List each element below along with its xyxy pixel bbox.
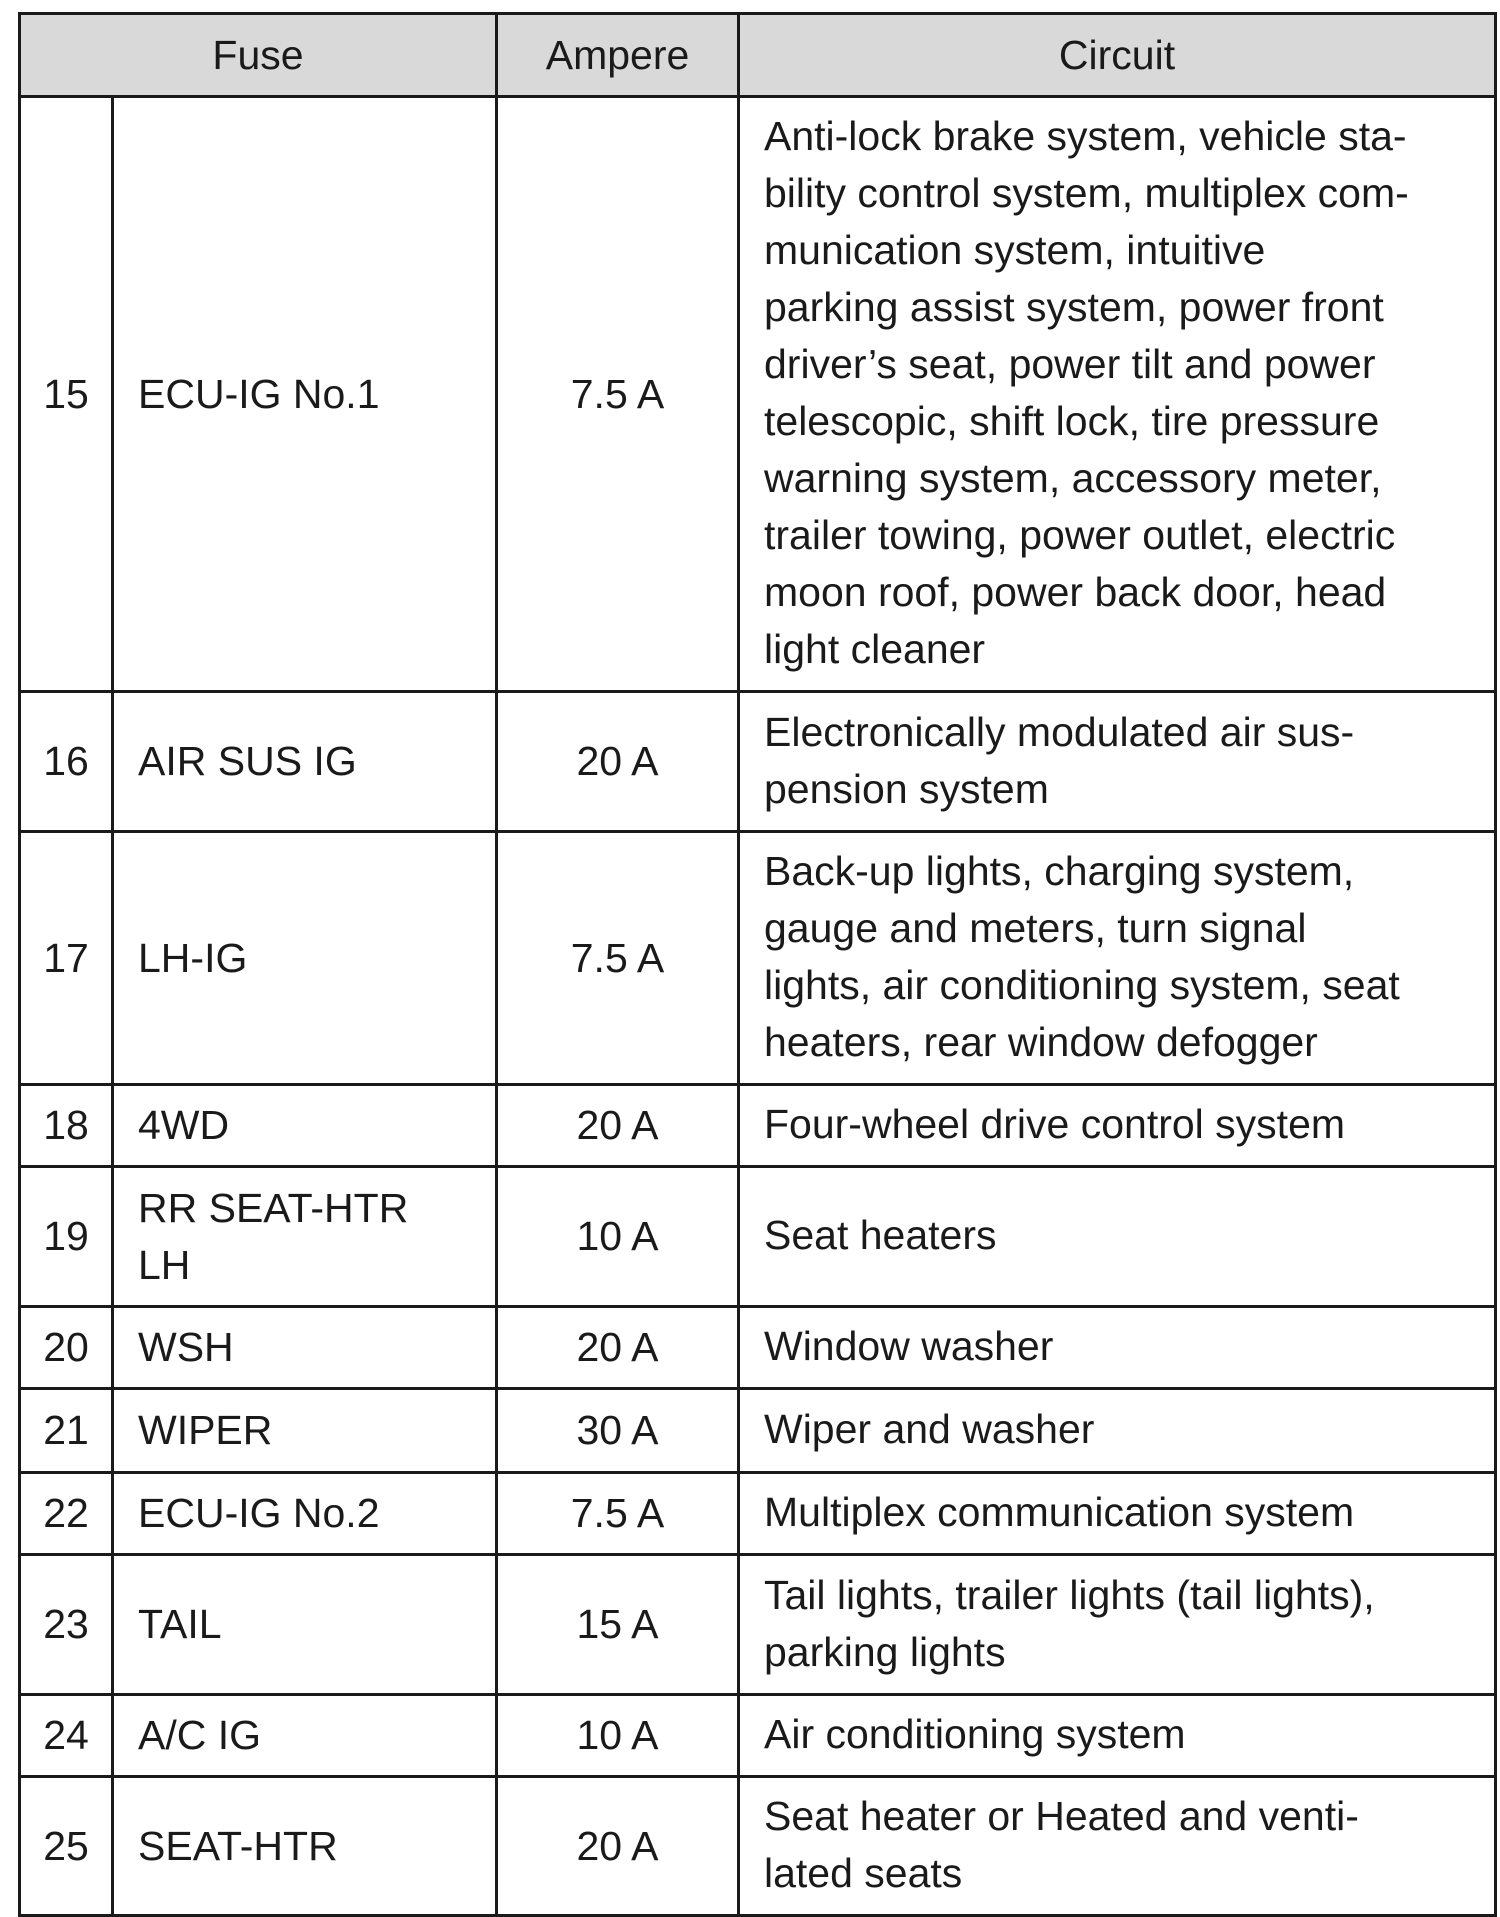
table-row xyxy=(20,692,1496,832)
fuse-number: 18 xyxy=(20,1085,113,1167)
table-row xyxy=(20,832,1496,1085)
table-row xyxy=(20,1555,1496,1695)
fuse-number: 20 xyxy=(20,1307,113,1389)
fuse-ampere: 10 A xyxy=(497,1167,739,1307)
fuse-ampere: 20 A xyxy=(497,692,739,832)
fuse-number: 25 xyxy=(20,1777,113,1916)
fuse-ampere: 30 A xyxy=(497,1389,739,1473)
header-fuse: Fuse xyxy=(20,14,497,97)
fuse-circuit: Tail lights, trailer lights (tail lights), parking lights xyxy=(739,1555,1496,1695)
fuse-circuit: Anti-lock brake system, vehicle sta- bility control system, multiplex com- munication system, intuitive parking assist system, power front driver’s seat, power tilt and power telescopic, shift lock, tire pressure warning system, accessory meter, trailer towing, power outlet, electric moon roof, power back door, head light cleaner xyxy=(739,97,1496,692)
fuse-circuit: Air conditioning system xyxy=(739,1695,1496,1777)
fuse-number: 21 xyxy=(20,1389,113,1473)
fuse-name: TAIL xyxy=(113,1555,497,1695)
fuse-circuit: Wiper and washer xyxy=(739,1389,1496,1473)
fuse-name: RR SEAT-HTR LH xyxy=(113,1167,497,1307)
fuse-number: 15 xyxy=(20,97,113,692)
fuse-name: SEAT-HTR xyxy=(113,1777,497,1916)
fuse-number: 16 xyxy=(20,692,113,832)
fuse-ampere: 7.5 A xyxy=(497,832,739,1085)
fuse-table xyxy=(18,12,1497,1917)
fuse-number: 19 xyxy=(20,1167,113,1307)
fuse-circuit: Multiplex communication system xyxy=(739,1473,1496,1555)
header-row xyxy=(20,14,1496,97)
fuse-name: 4WD xyxy=(113,1085,497,1167)
table-row xyxy=(20,1085,1496,1167)
fuse-circuit: Window washer xyxy=(739,1307,1496,1389)
fuse-circuit: Back-up lights, charging system, gauge and meters, turn signal lights, air conditioning system, seat heaters, rear window defogger xyxy=(739,832,1496,1085)
header-ampere: Ampere xyxy=(497,14,739,97)
fuse-number: 23 xyxy=(20,1555,113,1695)
fuse-ampere: 7.5 A xyxy=(497,1473,739,1555)
fuse-name: WSH xyxy=(113,1307,497,1389)
fuse-number: 22 xyxy=(20,1473,113,1555)
table-row xyxy=(20,1695,1496,1777)
fuse-number: 24 xyxy=(20,1695,113,1777)
fuse-name: AIR SUS IG xyxy=(113,692,497,832)
fuse-name: A/C IG xyxy=(113,1695,497,1777)
fuse-name: ECU-IG No.2 xyxy=(113,1473,497,1555)
header-circuit: Circuit xyxy=(739,14,1496,97)
fuse-number: 17 xyxy=(20,832,113,1085)
fuse-name: ECU-IG No.1 xyxy=(113,97,497,692)
fuse-circuit: Seat heaters xyxy=(739,1167,1496,1307)
table-row xyxy=(20,1307,1496,1389)
fuse-ampere: 20 A xyxy=(497,1307,739,1389)
table-row xyxy=(20,1777,1496,1916)
fuse-name: LH-IG xyxy=(113,832,497,1085)
table-row xyxy=(20,97,1496,692)
fuse-ampere: 15 A xyxy=(497,1555,739,1695)
fuse-ampere: 20 A xyxy=(497,1777,739,1916)
fuse-circuit: Four-wheel drive control system xyxy=(739,1085,1496,1167)
fuse-ampere: 10 A xyxy=(497,1695,739,1777)
fuse-ampere: 7.5 A xyxy=(497,97,739,692)
fuse-ampere: 20 A xyxy=(497,1085,739,1167)
table-row xyxy=(20,1473,1496,1555)
fuse-circuit: Seat heater or Heated and venti- lated seats xyxy=(739,1777,1496,1916)
fuse-circuit: Electronically modulated air sus- pension system xyxy=(739,692,1496,832)
table-row xyxy=(20,1389,1496,1473)
fuse-name: WIPER xyxy=(113,1389,497,1473)
fuse-table-body xyxy=(20,97,1496,1916)
table-row xyxy=(20,1167,1496,1307)
